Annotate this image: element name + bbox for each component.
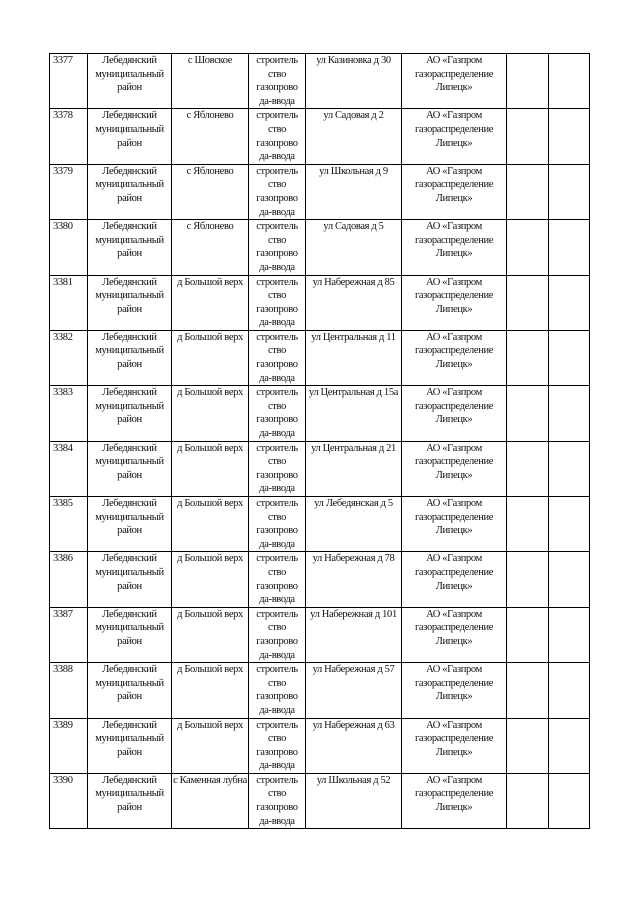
cell-district: Лебедянский муниципальный район — [88, 220, 172, 275]
cell-address: ул Лебедянская д 5 — [306, 497, 402, 552]
cell-work-type: строитель ство газопрово да-ввода — [249, 497, 306, 552]
cell-district: Лебедянский муниципальный район — [88, 552, 172, 607]
cell-organization: АО «Газпром газораспределение Липецк» — [402, 54, 507, 109]
cell-settlement: с Шовское — [172, 54, 249, 109]
records-table — [49, 53, 590, 829]
cell-address: ул Набережная д 101 — [306, 607, 402, 662]
cell-address: ул Садовая д 5 — [306, 220, 402, 275]
cell-district: Лебедянский муниципальный район — [88, 441, 172, 496]
cell-address: ул Набережная д 78 — [306, 552, 402, 607]
cell-work-type: строитель ство газопрово да-ввода — [249, 441, 306, 496]
cell-district: Лебедянский муниципальный район — [88, 607, 172, 662]
cell-empty — [549, 552, 590, 607]
cell-empty — [549, 718, 590, 773]
cell-settlement: с Яблонево — [172, 220, 249, 275]
cell-settlement: д Большой верх — [172, 718, 249, 773]
table-row — [50, 386, 590, 441]
cell-organization: АО «Газпром газораспределение Липецк» — [402, 773, 507, 828]
cell-address: ул Школьная д 52 — [306, 773, 402, 828]
cell-address: ул Казиновка д 30 — [306, 54, 402, 109]
cell-number: 3379 — [50, 164, 88, 219]
cell-empty — [549, 54, 590, 109]
cell-address: ул Садовая д 2 — [306, 109, 402, 164]
table-row — [50, 109, 590, 164]
table-row — [50, 164, 590, 219]
cell-work-type: строитель ство газопрово да-ввода — [249, 109, 306, 164]
cell-address: ул Набережная д 63 — [306, 718, 402, 773]
cell-number: 3383 — [50, 386, 88, 441]
cell-number: 3378 — [50, 109, 88, 164]
cell-district: Лебедянский муниципальный район — [88, 109, 172, 164]
cell-address: ул Набережная д 85 — [306, 275, 402, 330]
cell-empty — [507, 441, 549, 496]
cell-work-type: строитель ство газопрово да-ввода — [249, 663, 306, 718]
cell-work-type: строитель ство газопрово да-ввода — [249, 607, 306, 662]
cell-address: ул Школьная д 9 — [306, 164, 402, 219]
cell-district: Лебедянский муниципальный район — [88, 330, 172, 385]
cell-number: 3380 — [50, 220, 88, 275]
cell-district: Лебедянский муниципальный район — [88, 663, 172, 718]
table-row — [50, 607, 590, 662]
cell-address: ул Центральная д 21 — [306, 441, 402, 496]
cell-empty — [507, 164, 549, 219]
cell-empty — [549, 330, 590, 385]
cell-organization: АО «Газпром газораспределение Липецк» — [402, 330, 507, 385]
cell-empty — [507, 54, 549, 109]
cell-district: Лебедянский муниципальный район — [88, 275, 172, 330]
table-row — [50, 441, 590, 496]
cell-settlement: с Яблонево — [172, 109, 249, 164]
table-row — [50, 54, 590, 109]
cell-organization: АО «Газпром газораспределение Липецк» — [402, 663, 507, 718]
cell-empty — [507, 109, 549, 164]
cell-work-type: строитель ство газопрово да-ввода — [249, 773, 306, 828]
cell-empty — [549, 607, 590, 662]
cell-organization: АО «Газпром газораспределение Липецк» — [402, 164, 507, 219]
cell-number: 3389 — [50, 718, 88, 773]
cell-organization: АО «Газпром газораспределение Липецк» — [402, 109, 507, 164]
cell-number: 3386 — [50, 552, 88, 607]
cell-number: 3382 — [50, 330, 88, 385]
cell-empty — [507, 330, 549, 385]
table-row — [50, 275, 590, 330]
cell-work-type: строитель ство газопрово да-ввода — [249, 275, 306, 330]
cell-empty — [507, 386, 549, 441]
cell-empty — [549, 164, 590, 219]
cell-number: 3387 — [50, 607, 88, 662]
table-row — [50, 497, 590, 552]
table-row — [50, 330, 590, 385]
cell-settlement: д Большой верх — [172, 330, 249, 385]
cell-number: 3381 — [50, 275, 88, 330]
cell-settlement: д Большой верх — [172, 607, 249, 662]
cell-number: 3388 — [50, 663, 88, 718]
cell-organization: АО «Газпром газораспределение Липецк» — [402, 607, 507, 662]
cell-work-type: строитель ство газопрово да-ввода — [249, 54, 306, 109]
cell-empty — [549, 441, 590, 496]
cell-district: Лебедянский муниципальный район — [88, 497, 172, 552]
cell-work-type: строитель ство газопрово да-ввода — [249, 220, 306, 275]
cell-address: ул Набережная д 57 — [306, 663, 402, 718]
cell-work-type: строитель ство газопрово да-ввода — [249, 164, 306, 219]
cell-settlement: д Большой верх — [172, 386, 249, 441]
cell-empty — [507, 607, 549, 662]
cell-empty — [507, 552, 549, 607]
table-row — [50, 663, 590, 718]
cell-empty — [549, 663, 590, 718]
cell-organization: АО «Газпром газораспределение Липецк» — [402, 718, 507, 773]
cell-settlement: д Большой верх — [172, 663, 249, 718]
cell-settlement: с Каменная лубна — [172, 773, 249, 828]
cell-empty — [549, 275, 590, 330]
cell-empty — [549, 220, 590, 275]
cell-organization: АО «Газпром газораспределение Липецк» — [402, 497, 507, 552]
cell-empty — [507, 497, 549, 552]
cell-empty — [507, 220, 549, 275]
cell-address: ул Центральная д 15а — [306, 386, 402, 441]
cell-organization: АО «Газпром газораспределение Липецк» — [402, 275, 507, 330]
cell-empty — [507, 663, 549, 718]
cell-work-type: строитель ство газопрово да-ввода — [249, 718, 306, 773]
cell-work-type: строитель ство газопрово да-ввода — [249, 330, 306, 385]
cell-number: 3384 — [50, 441, 88, 496]
cell-district: Лебедянский муниципальный район — [88, 773, 172, 828]
cell-empty — [549, 773, 590, 828]
cell-empty — [507, 275, 549, 330]
cell-work-type: строитель ство газопрово да-ввода — [249, 552, 306, 607]
cell-settlement: д Большой верх — [172, 441, 249, 496]
cell-district: Лебедянский муниципальный район — [88, 386, 172, 441]
cell-empty — [507, 718, 549, 773]
cell-organization: АО «Газпром газораспределение Липецк» — [402, 386, 507, 441]
table-row — [50, 773, 590, 828]
table-body — [50, 54, 590, 829]
cell-empty — [549, 109, 590, 164]
table-row — [50, 220, 590, 275]
cell-organization: АО «Газпром газораспределение Липецк» — [402, 441, 507, 496]
cell-settlement: д Большой верх — [172, 497, 249, 552]
cell-organization: АО «Газпром газораспределение Липецк» — [402, 552, 507, 607]
cell-district: Лебедянский муниципальный район — [88, 164, 172, 219]
cell-settlement: д Большой верх — [172, 552, 249, 607]
cell-organization: АО «Газпром газораспределение Липецк» — [402, 220, 507, 275]
cell-empty — [549, 497, 590, 552]
table-row — [50, 718, 590, 773]
cell-number: 3377 — [50, 54, 88, 109]
cell-empty — [507, 773, 549, 828]
cell-empty — [549, 386, 590, 441]
table-row — [50, 552, 590, 607]
cell-district: Лебедянский муниципальный район — [88, 54, 172, 109]
cell-number: 3385 — [50, 497, 88, 552]
cell-number: 3390 — [50, 773, 88, 828]
cell-address: ул Центральная д 11 — [306, 330, 402, 385]
cell-district: Лебедянский муниципальный район — [88, 718, 172, 773]
cell-settlement: д Большой верх — [172, 275, 249, 330]
cell-settlement: с Яблонево — [172, 164, 249, 219]
cell-work-type: строитель ство газопрово да-ввода — [249, 386, 306, 441]
